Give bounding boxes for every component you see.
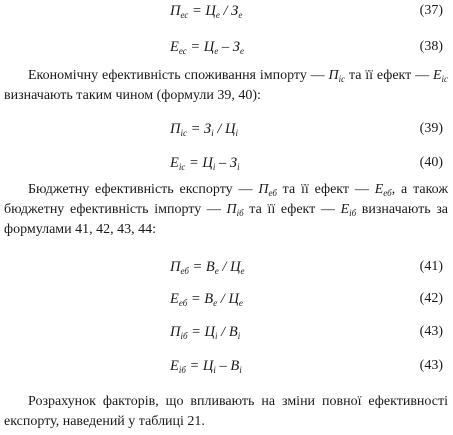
equation-40 (0, 152, 453, 174)
equation-number: (39) (419, 121, 443, 136)
equation-37 (0, 0, 453, 22)
equation-formula: $Е_{еб} = В_е / Ц_е$ (170, 291, 243, 308)
equation-formula: $Е_{ес} = Ц_е - З_е$ (170, 39, 244, 56)
equation-formula: $Е_{іс} = Ц_і - З_і$ (170, 155, 240, 172)
equation-number: (40) (419, 155, 443, 170)
equation-43-second (0, 355, 453, 377)
equation-number: (43) (419, 358, 443, 373)
equation-43 (0, 321, 453, 343)
equation-42 (0, 288, 453, 310)
paragraph-import-efficiency: Економічну ефективність споживання імпорту — $П_{іс}$ та її ефект — $Е_{іс}$ визначають таким чином (формули 39, 40): (4, 68, 448, 103)
paragraph-budget-efficiency: Бюджетну ефективність експорту — $П_{еб}$ та її ефект — $Е_{еб}$, а також бюджетну ефективність імпорту — $П_{іб}$ та її ефект — $Е_{іб}$ визначають за формулами 41, 42, 43, 44: (4, 182, 449, 237)
equation-formula: $П_{іб} = Ц_і / В_і$ (170, 324, 241, 341)
equation-number: (38) (419, 39, 443, 54)
equation-39 (0, 118, 453, 140)
equation-formula: $П_{ес} = Ц_е / З_е$ (170, 3, 243, 20)
equation-number: (42) (419, 291, 443, 306)
equation-41 (0, 256, 453, 278)
equation-formula: $Е_{іб} = Ц_і - В_і$ (170, 358, 242, 375)
paragraph-factors-table: Розрахунок факторів, що впливають на зміни повної ефективності експорту, наведений у таблиці 21. (4, 394, 448, 429)
equation-number: (41) (419, 259, 443, 274)
equation-formula: $П_{еб} = В_е / Ц_е$ (170, 259, 245, 276)
equation-number: (37) (419, 3, 443, 18)
equation-38 (0, 36, 453, 58)
equation-number: (43) (419, 324, 443, 339)
equation-formula: $П_{іс} = З_і / Ц_і$ (170, 121, 238, 138)
